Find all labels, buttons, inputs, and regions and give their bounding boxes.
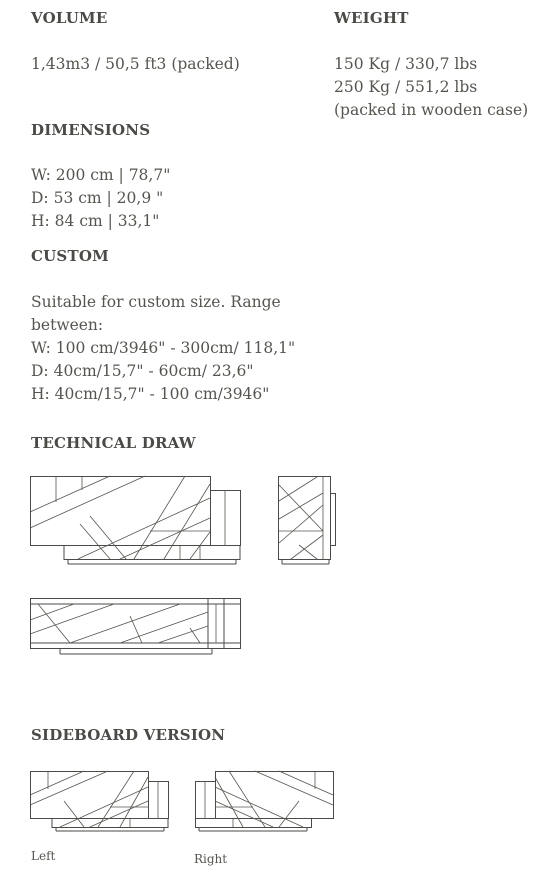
front-view-drawing [30, 476, 242, 566]
custom-lines [31, 291, 295, 406]
sideboard-right-drawing [195, 771, 337, 833]
dimension-line: D: 53 cm | 20,9 " [31, 189, 164, 207]
custom-line: D: 40cm/15,7" - 60cm/ 23,6" [31, 362, 254, 380]
weight-line: 250 Kg / 551,2 lbs [334, 78, 478, 96]
dimensions-lines [31, 164, 170, 233]
custom-line: W: 100 cm/3946" - 300cm/ 118,1" [31, 339, 296, 357]
weight-lines [334, 53, 528, 122]
side-view-drawing [277, 475, 339, 567]
custom-line: between: [31, 316, 104, 334]
weight-line: (packed in wooden case) [334, 101, 529, 119]
volume-value: 1,43m3 / 50,5 ft3 (packed) [31, 55, 240, 73]
technical-draw-heading: TECHNICAL DRAW [31, 434, 196, 452]
sideboard-left-label: Left [31, 849, 56, 863]
weight-line: 150 Kg / 330,7 lbs [334, 55, 478, 73]
plan-view-drawing [30, 598, 242, 658]
custom-heading: CUSTOM [31, 247, 109, 265]
sideboard-right-label: Right [194, 852, 228, 866]
weight-heading: WEIGHT [334, 9, 409, 27]
dimension-line: W: 200 cm | 78,7" [31, 166, 171, 184]
sideboard-heading: SIDEBOARD VERSION [31, 726, 226, 744]
sideboard-left-drawing [30, 771, 172, 833]
custom-line: H: 40cm/15,7" - 100 cm/3946" [31, 385, 270, 403]
dimensions-heading: DIMENSIONS [31, 121, 151, 139]
dimension-line: H: 84 cm | 33,1" [31, 212, 160, 230]
volume-heading: VOLUME [31, 9, 108, 27]
custom-line: Suitable for custom size. Range [31, 293, 281, 311]
